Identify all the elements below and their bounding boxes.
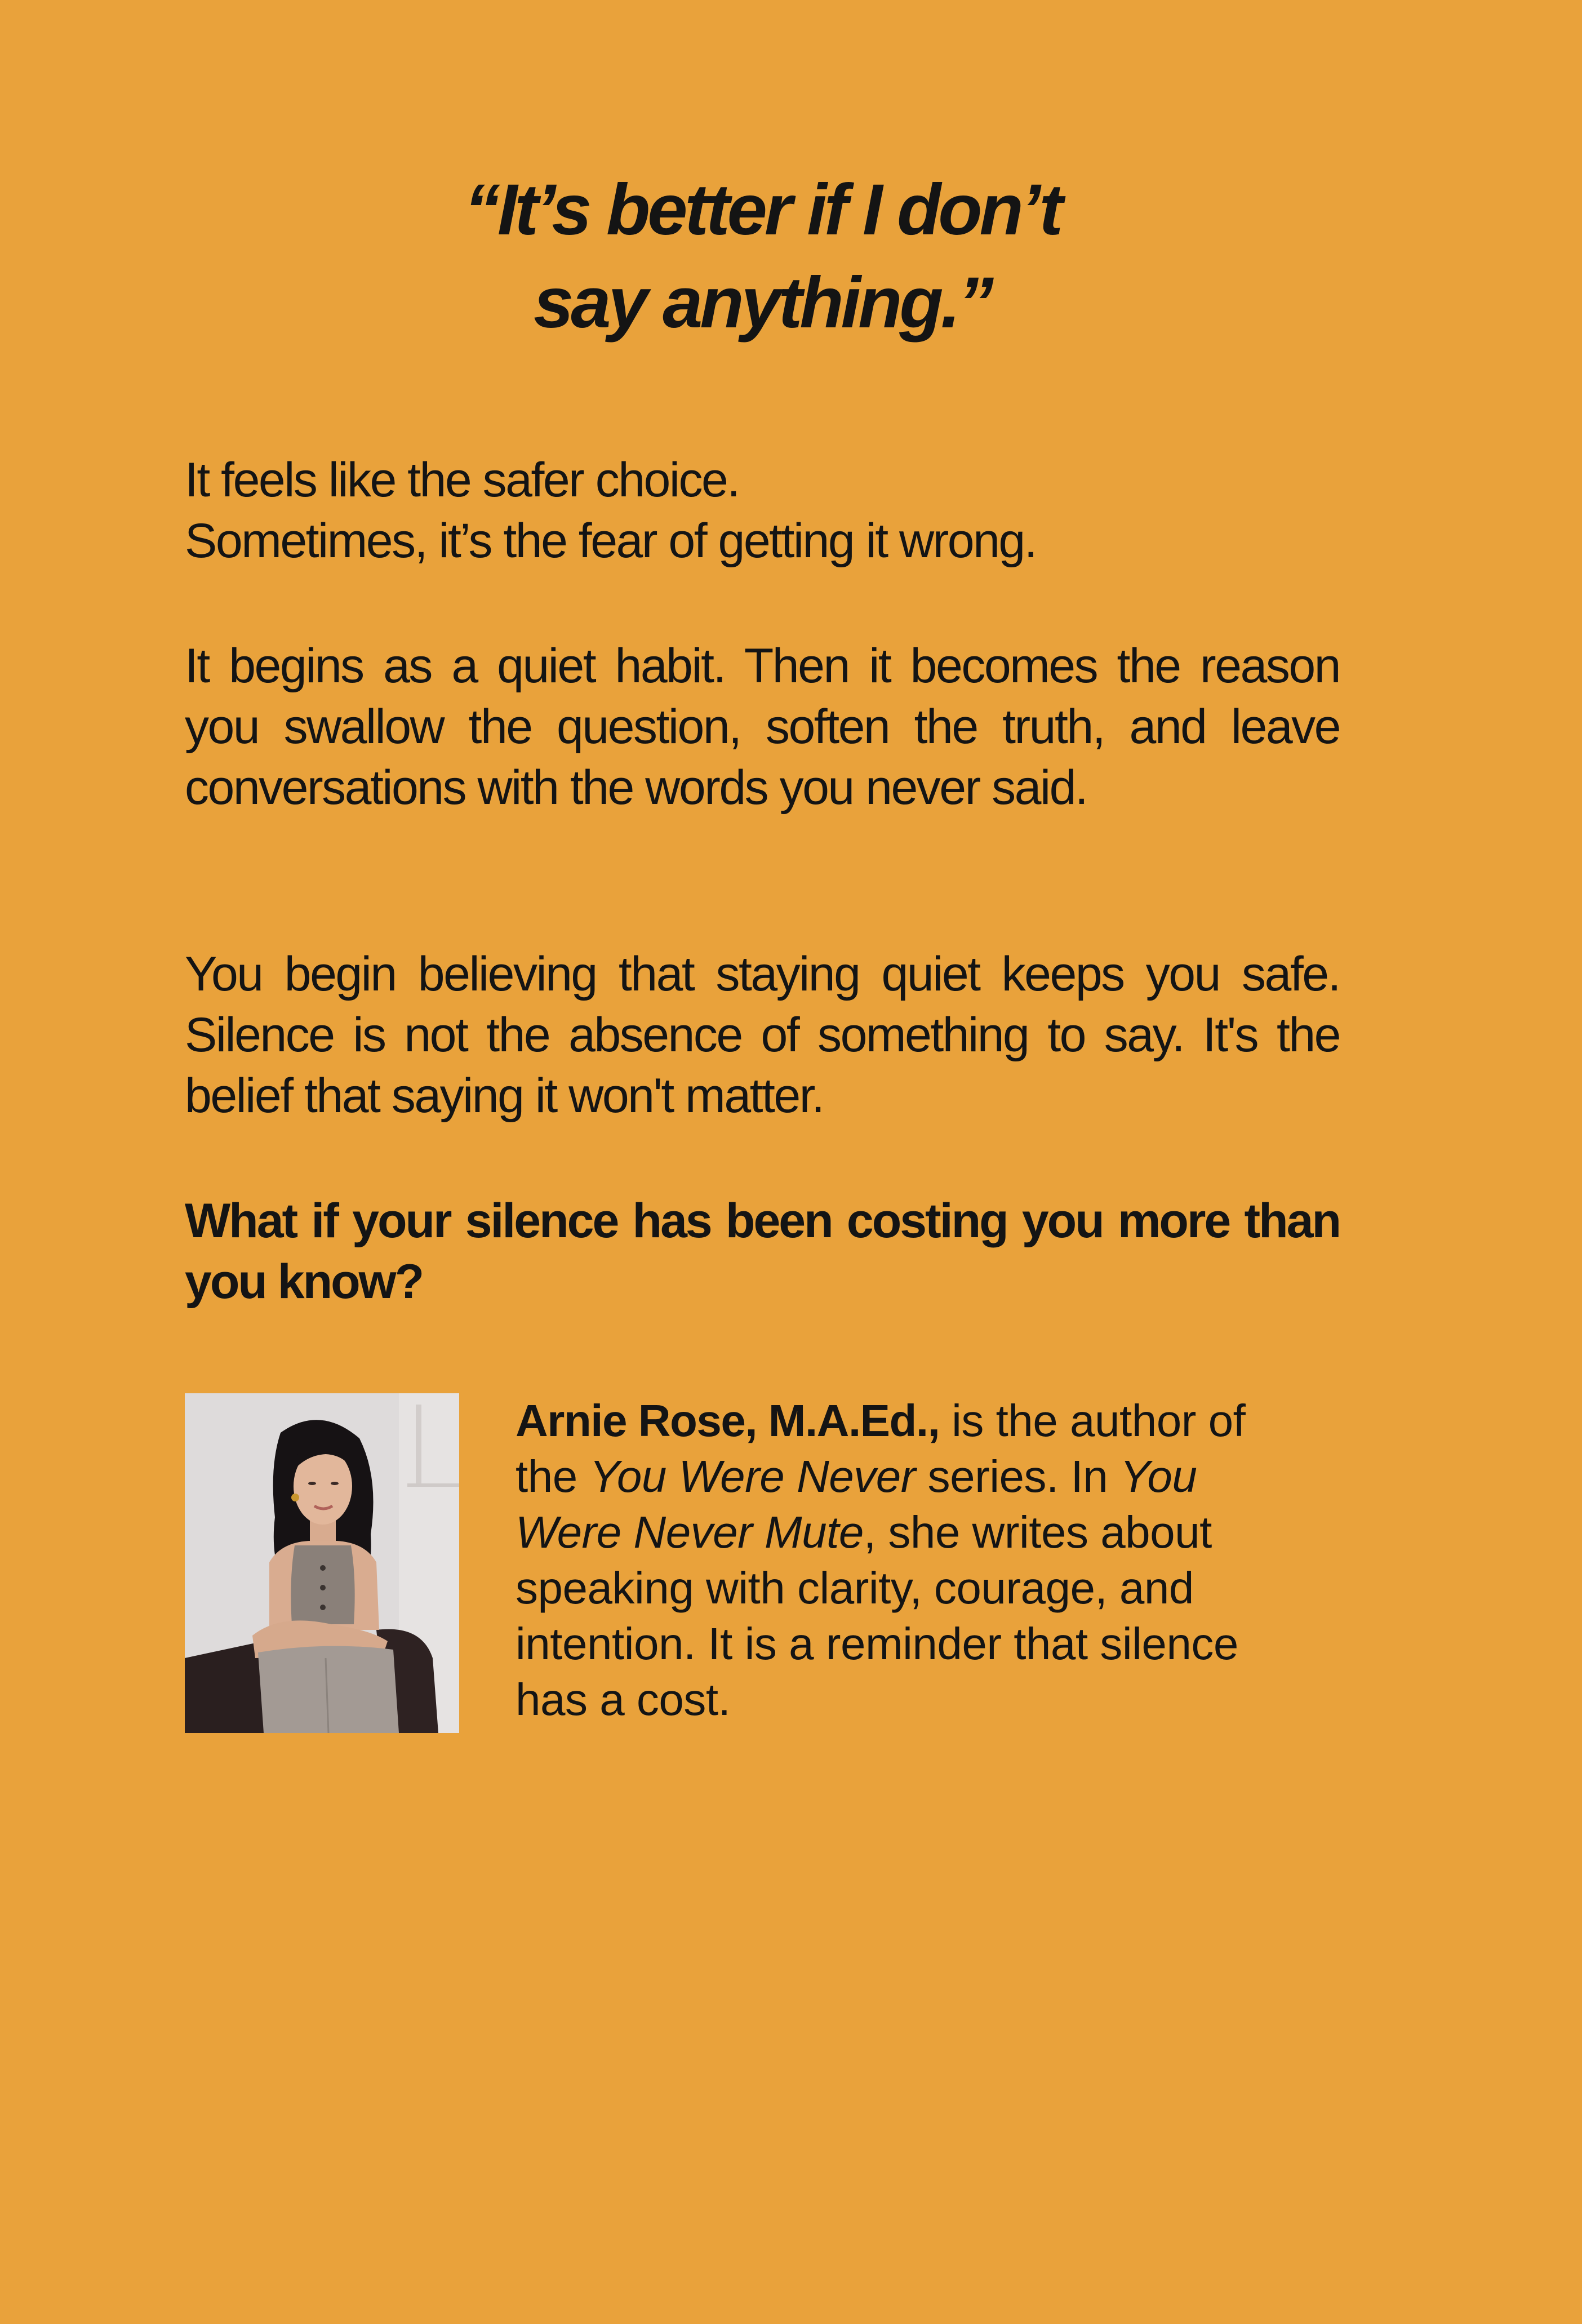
bio-line-5: intention. It is a reminder that silence — [516, 1619, 1238, 1669]
bio-line-1 — [516, 1393, 1321, 1448]
bio-line-4: speaking with clarity, courage, and — [516, 1563, 1194, 1613]
habit-paragraph: It begins as a quiet habit. Then it becomes the reason you swallow the question, soften the truth, and leave conversations with the words you never said. — [185, 639, 1340, 815]
bio-line-6: has a cost. — [516, 1674, 731, 1725]
author-portrait-icon — [185, 1393, 459, 1733]
bio-line-3-rest: , she writes about — [863, 1507, 1212, 1557]
bio-line-2-pre: the — [516, 1451, 590, 1501]
intro-line-1: It feels like the safer choice. — [185, 453, 739, 507]
author-bio — [516, 1393, 1321, 1727]
silence-paragraph: You begin believing that staying quiet keeps you safe. Silence is not the absence of something to say. It's the belief that saying it won't matter. — [185, 947, 1340, 1123]
bio-line-3 — [516, 1504, 1321, 1560]
cover-quote-line-2: say anything.” — [534, 263, 991, 343]
closing-question: What if your silence has been costing you more than you know? — [185, 1194, 1340, 1309]
intro-line-2: Sometimes, it’s the fear of getting it wrong. — [185, 514, 1037, 568]
cover-quote — [185, 163, 1340, 349]
series-title: You Were Never — [589, 1451, 916, 1501]
cover-quote-line-1: “It’s better if I don’t — [464, 170, 1061, 250]
author-name: Arnie Rose, M.A.Ed., — [516, 1396, 940, 1446]
book-title-part-2: Were Never Mute — [516, 1507, 864, 1557]
intro-paragraph — [185, 450, 1340, 571]
bio-line-1-rest: is the author of — [939, 1396, 1246, 1446]
author-portrait-drawing — [185, 1393, 459, 1733]
bio-line-2-mid: series. In — [915, 1451, 1120, 1501]
bio-line-2 — [516, 1448, 1321, 1504]
book-title-part-1: You — [1119, 1451, 1197, 1501]
